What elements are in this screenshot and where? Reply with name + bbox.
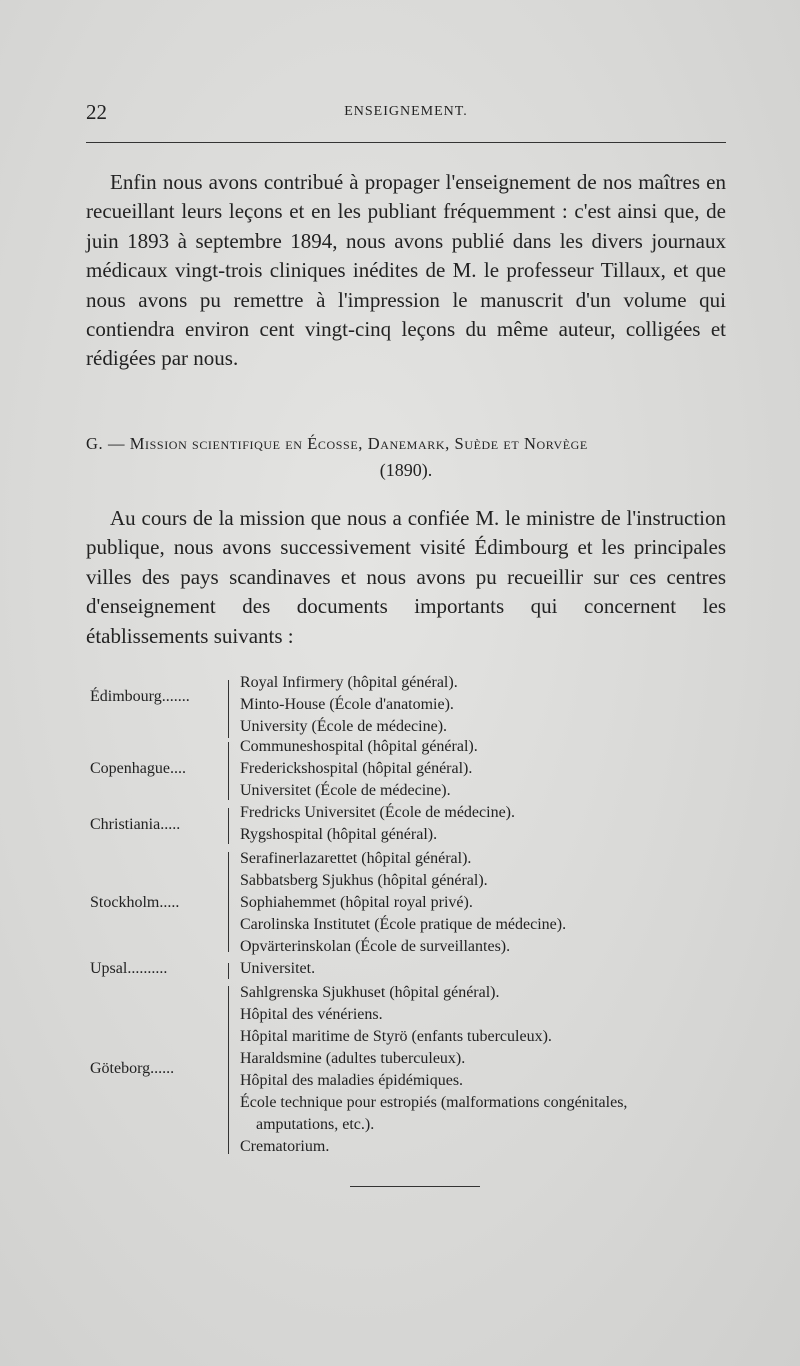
- institution-item: Sahlgrenska Sjukhuset (hôpital général).: [240, 984, 500, 1001]
- brace: [228, 808, 235, 844]
- institution-item: Hôpital des vénériens.: [240, 1006, 383, 1023]
- institution-item: Haraldsmine (adultes tuberculeux).: [240, 1050, 466, 1067]
- institution-item: Hôpital maritime de Styrö (enfants tuberculeux).: [240, 1028, 552, 1045]
- city-goteborg: Göteborg......: [90, 1060, 175, 1077]
- institution-item: Frederickshospital (hôpital général).: [240, 760, 473, 777]
- paragraph-1: Enfin nous avons contribué à propager l'enseignement de nos maîtres en recueillant leurs leçons et en les publiant fréquemment : c'est ainsi que, de juin 1893 à septembre 1894, nous avons publié dans les divers journaux médicaux vingt-trois cliniques inédites de M. le professeur Tillaux, et que nous avons pu remettre à l'impression le manuscrit d'un volume qui contiendra environ cent vingt-cinq leçons du même auteur, colligées et rédigées par nous.: [86, 170, 726, 371]
- institution-item: Minto-House (École d'anatomie).: [240, 696, 454, 713]
- institution-item: Universitet (École de médecine).: [240, 782, 451, 799]
- section-title: G. — Mission scientifique en Écosse, Danemark, Suède et Norvège: [86, 434, 588, 453]
- institution-item: Hôpital des maladies épidémiques.: [240, 1072, 464, 1089]
- city-christiania: Christiania.....: [90, 816, 181, 833]
- brace: [228, 963, 235, 979]
- city-stockholm: Stockholm.....: [90, 894, 180, 911]
- institution-item: University (École de médecine).: [240, 718, 448, 735]
- institution-item-continuation: amputations, etc.).: [256, 1116, 375, 1133]
- city-upsal: Upsal..........: [90, 960, 168, 977]
- brace: [228, 852, 235, 952]
- paragraph-2: Au cours de la mission que nous a confiée M. le ministre de l'instruction publique, nous avons successivement visité Édimbourg et les principales villes des pays scandinaves et nous avons pu recueillir sur ces centres d'enseignement des documents importants qui concernent les établissements suivants :: [86, 506, 726, 648]
- institution-item: Sophiahemmet (hôpital royal privé).: [240, 894, 473, 911]
- institution-item: Opvärterinskolan (École de surveillantes).: [240, 938, 511, 955]
- closing-rule: [350, 1186, 480, 1187]
- brace: [228, 742, 235, 800]
- running-head: ENSEIGNEMENT.: [344, 104, 468, 119]
- page-number: 22: [86, 100, 107, 124]
- institution-item: Communeshospital (hôpital général).: [240, 738, 478, 755]
- institution-item: Royal Infirmery (hôpital général).: [240, 674, 458, 691]
- institution-item: Universitet.: [240, 960, 316, 977]
- institution-item: École technique pour estropiés (malformations congénitales,: [240, 1094, 628, 1111]
- institution-item: Crematorium.: [240, 1138, 330, 1155]
- city-copenhagen: Copenhague....: [90, 760, 186, 777]
- city-edinburgh: Édimbourg.......: [90, 688, 190, 705]
- institution-item: Fredricks Universitet (École de médecine).: [240, 804, 515, 821]
- institution-item: Carolinska Institutet (École pratique de médecine).: [240, 916, 567, 933]
- brace: [228, 680, 235, 738]
- brace: [228, 986, 235, 1154]
- section-date: (1890).: [379, 460, 433, 480]
- institution-item: Serafinerlazarettet (hôpital général).: [240, 850, 472, 867]
- institution-item: Sabbatsberg Sjukhus (hôpital général).: [240, 872, 488, 889]
- institution-item: Rygshospital (hôpital général).: [240, 826, 438, 843]
